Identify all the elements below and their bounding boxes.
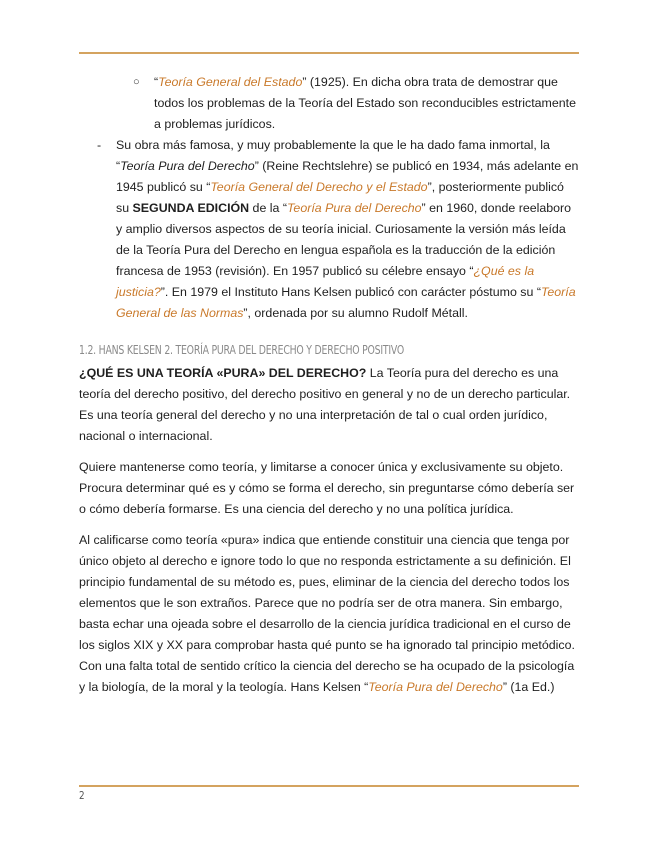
text-fragment: La Teoría pura del derecho es una teoría del derecho positivo, del derecho positivo en general y no de un derecho particular. Es una teoría general del derecho y no una interpretación de tal o cual orden jurídico, nacional o internacional. xyxy=(79,366,571,443)
sub-bullet-item xyxy=(79,72,579,135)
text-fragment: ”, ordenada por su alumno Rudolf Métall. xyxy=(243,306,468,320)
circle-bullet-icon: ○ xyxy=(133,76,140,88)
text-fragment: de la “ xyxy=(249,201,287,215)
header-rule xyxy=(79,52,579,54)
bold-text: SEGUNDA EDICIÓN xyxy=(132,201,250,215)
text-fragment: Su obra más famosa, y muy probablemente la que le ha dado fama inmortal, la “ xyxy=(116,138,550,173)
work-title-link[interactable]: Teoría General del Derecho y el Estado xyxy=(210,180,428,194)
work-title-link[interactable]: Teoría General del Estado xyxy=(158,75,303,89)
footer-rule xyxy=(79,785,579,787)
paragraph-2: Quiere mantenerse como teoría, y limitarse a conocer única y exclusivamente su objeto. Procura determinar qué es y cómo se forma el derecho, sin preguntarse cómo debería ser o cómo debería formarse. Es una ciencia del derecho y no una política jurídica. xyxy=(79,460,575,516)
text-fragment: ” (1a Ed.) xyxy=(502,680,555,694)
dash-bullet-icon: - xyxy=(97,138,102,152)
text-fragment: ”, posteriormente publicó su xyxy=(116,180,564,215)
text-fragment: Al calificarse como teoría «pura» indica que entiende constituir una ciencia que tenga por único objeto al derecho e ignore todo lo que no responda estrictamente a su definición. El principio fundamental de su método es, pues, eliminar de la ciencia del derecho todos los elementos que le son extraños. Parece que no podría ser de otra manera. Sin embargo, basta echar una ojeada sobre el desarrollo de la ciencia jurídica tradicional en el curso de los siglos XIX y XX para comprobar hasta qué punto se ha ignorado tal principio metódico. Con una falta total de sentido crítico la ciencia del derecho se ha ocupado de la psicología y la biología, de la moral y la teología. Hans Kelsen “ xyxy=(79,533,575,694)
section-heading: 1.2. HANS KELSEN 2. TEORÍA PURA DEL DERECHO Y DERECHO POSITIVO xyxy=(79,343,405,357)
text-fragment: “ xyxy=(154,75,159,89)
text-fragment: ” en 1960, donde reelaboro y amplio diversos aspectos de su teoría inicial. Curiosamente la versión más leída de la Teoría Pura del Derecho en lengua española es la traducción de la edición francesa de 1953 (revisión). En 1957 publicó su célebre ensayo “ xyxy=(116,201,572,278)
text-fragment: ” (1925). En dicha obra trata de demostrar que todos los problemas de la Teoría del Estado son reconducibles estrictamente a problemas jurídicos. xyxy=(154,75,576,131)
paragraph-1 xyxy=(79,363,579,447)
bold-question: ¿QUÉ ES UNA TEORÍA «PURA» DEL DERECHO? xyxy=(79,366,367,380)
page-content xyxy=(79,72,579,708)
paragraph-3 xyxy=(79,530,579,698)
text-fragment: ” (Reine Rechtslehre) se publicó en 1934, más adelante en 1945 publicó su “ xyxy=(116,159,579,194)
work-title-link[interactable]: ¿Qué es la justicia? xyxy=(116,264,535,299)
work-title-link[interactable]: Teoría General de las Normas xyxy=(116,285,576,320)
work-title-link[interactable]: Teoría Pura del Derecho xyxy=(368,680,503,694)
work-title-link[interactable]: Teoría Pura del Derecho xyxy=(287,201,422,215)
work-title: Teoría Pura del Derecho xyxy=(120,159,255,173)
text-fragment: ”. En 1979 el Instituto Hans Kelsen publicó con carácter póstumo su “ xyxy=(160,285,541,299)
page-number: 2 xyxy=(79,789,85,802)
dash-list-item xyxy=(79,135,579,324)
